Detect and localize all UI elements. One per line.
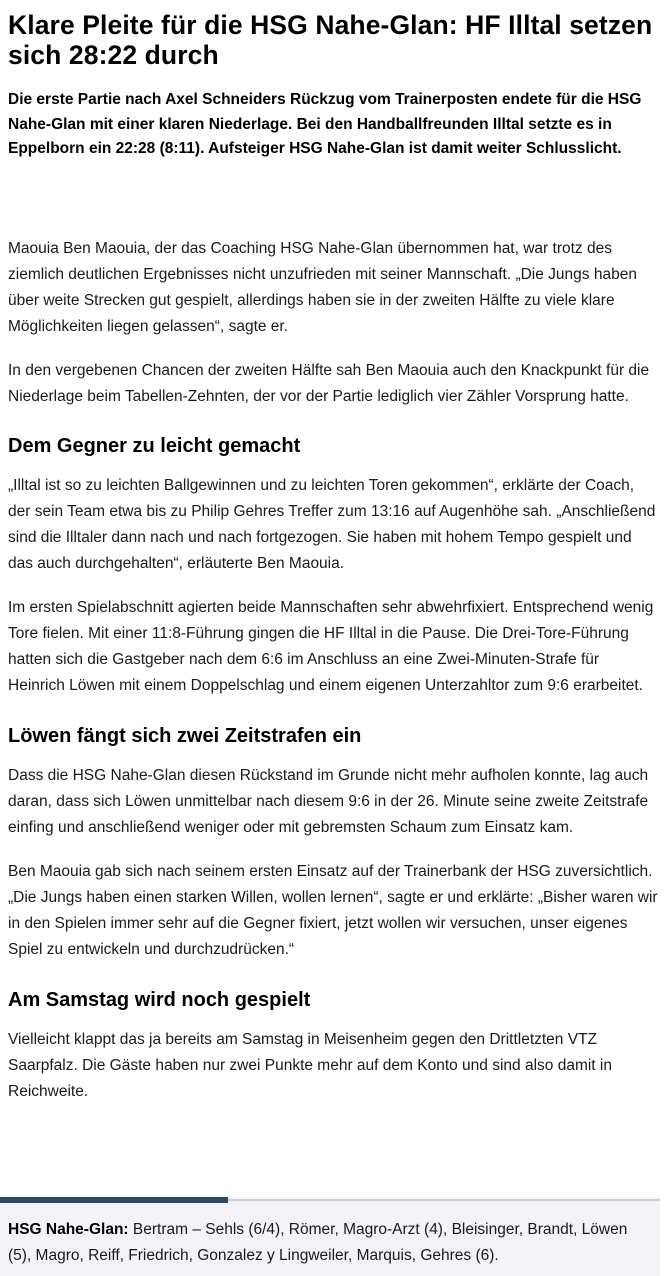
article-headline: Klare Pleite für die HSG Nahe-Glan: HF Illtal setzen sich 28:22 durch <box>8 10 653 70</box>
lineup-text <box>8 1217 653 1269</box>
section-paragraph: „Illtal ist so zu leichten Ballgewinnen und zu leichten Toren gekommen“, erklärte der Coach, der sein Team etwa bis zu Philip Gehres Treffer zum 13:16 auf Augenhöhe sah. „Anschließend sind die Illtaler dann nach und nach fortgezogen. Sie haben mit hohem Tempo gespielt und das auch durchgehalten“, erläuterte Ben Maouia. <box>8 476 656 572</box>
section-paragraph: Im ersten Spielabschnitt agierten beide Mannschaften sehr abwehrfixiert. Entsprechend wenig Tore fielen. Mit einer 11:8-Führung gingen die HF Illtal in die Pause. Die Drei-Tore-Führung hatten sich die Gastgeber nach dem 6:6 im Anschluss an eine Zwei-Minuten-Strafe für Heinrich Löwen mit einem Doppelschlag und einem eigenen Unterzahltor zum 9:6 erarbeitet. <box>8 598 654 694</box>
section-paragraph: Ben Maouia gab sich nach seinem ersten Einsatz auf der Trainerbank der HSG zuversichtlich. „Die Jungs haben einen starken Willen, wollen lernen“, sagte er und erklärte: „Bisher waren wir in den Spielen immer sehr auf die Gegner fixiert, jetzt wollen wir versuchen, unser eigenes Spiel zu entwickeln und durchzudrücken.“ <box>8 862 658 958</box>
section-heading: Löwen fängt sich zwei Zeitstrafen ein <box>8 724 362 747</box>
section-heading: Am Samstag wird noch gespielt <box>8 988 311 1011</box>
article <box>8 0 658 1105</box>
section-paragraph: Dass die HSG Nahe-Glan diesen Rückstand im Grunde nicht mehr aufholen konnte, lag auch daran, dass sich Löwen unmittelbar nach diesem 9:6 in der 26. Minute seine zweite Zeitstrafe einfing und anschließend weniger oder mit gebremsten Schaum zum Einsatz kam. <box>8 766 649 836</box>
lineup-box <box>0 1197 660 1276</box>
section-heading: Dem Gegner zu leicht gemacht <box>8 434 301 457</box>
intro-paragraph: Maouia Ben Maouia, der das Coaching HSG Nahe-Glan übernommen hat, war trotz des ziemlich deutlichen Ergebnisses nicht unzufrieden mit seiner Mannschaft. „Die Jungs haben über weite Strecken gut gespielt, allerdings haben sie in der zweiten Hälfte zu viele klare Möglichkeiten liegen gelassen“, sagte er. <box>8 239 637 335</box>
lineup-team-label: HSG Nahe-Glan: <box>8 1221 129 1238</box>
intro-paragraph: In den vergebenen Chancen der zweiten Hälfte sah Ben Maouia auch den Knackpunkt für die Niederlage beim Tabellen-Zehnten, der vor der Partie lediglich vier Zähler Vorsprung hatte. <box>8 361 650 405</box>
lineup-divider <box>228 1199 660 1201</box>
lineup-players: Bertram – Sehls (6/4), Römer, Magro-Arzt (4), Bleisinger, Brandt, Löwen (5), Magro, Reiff, Friedrich, Gonzalez y Lingweiler, Marquis, Gehres (6). <box>8 1221 628 1264</box>
article-teaser: Die erste Partie nach Axel Schneiders Rückzug vom Trainerposten endete für die HSG Nahe-Glan mit einer klaren Niederlage. Bei den Handballfreunden Illtal setzte es in Eppelborn ein 22:28 (8:11). Aufsteiger HSG Nahe-Glan ist damit weiter Schlusslicht. <box>8 91 642 157</box>
section-paragraph: Vielleicht klappt das ja bereits am Samstag in Meisenheim gegen den Drittletzten VTZ Saarpfalz. Die Gäste haben nur zwei Punkte mehr auf dem Konto und sind also damit in Reichweite. <box>8 1030 612 1100</box>
lineup-accent-bar <box>0 1197 228 1203</box>
